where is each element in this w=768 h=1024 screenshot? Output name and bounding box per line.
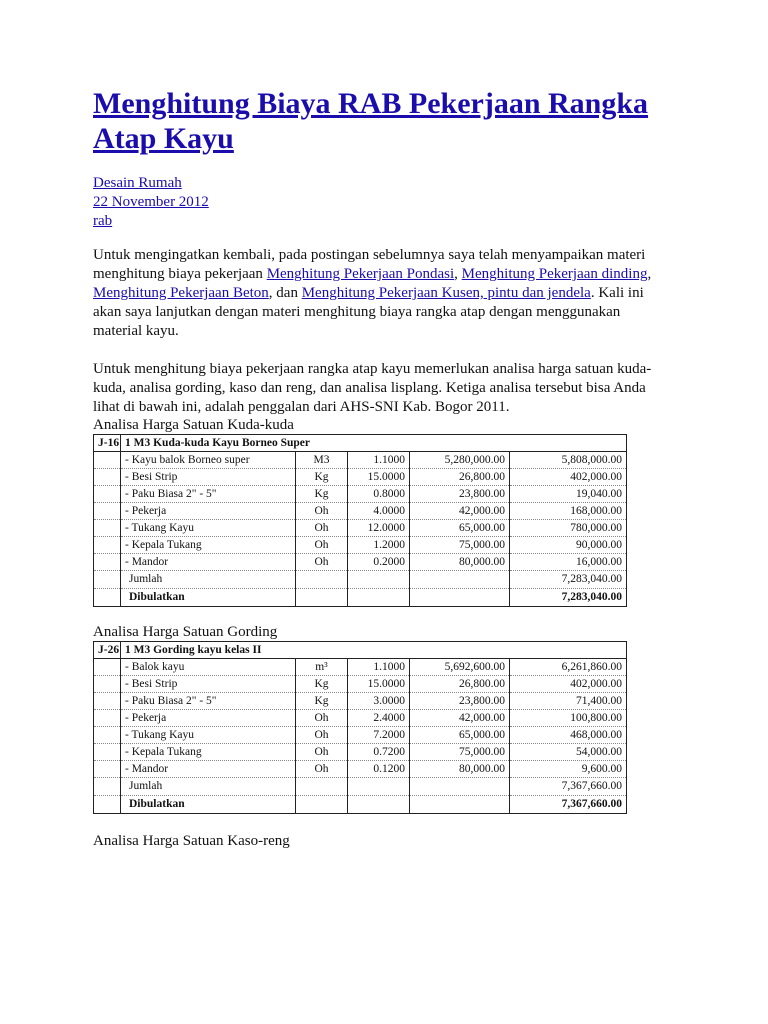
item-title: 1 M3 Gording kayu kelas II [121,642,627,659]
sep-2: , [647,266,652,282]
table-row [94,659,627,676]
article-title[interactable]: Menghitung Biaya RAB Pekerjaan Rangka Atap Kayu [93,87,649,155]
row-description: - Kepala Tukang [121,537,296,554]
row-unit: M3 [296,452,348,469]
post-meta [93,174,673,231]
row-unit-price: 75,000.00 [410,537,510,554]
row-unit-price: 65,000.00 [410,520,510,537]
row-code-cell [94,469,121,486]
row-unit-price: 23,800.00 [410,693,510,710]
row-unit: Oh [296,744,348,761]
jumlah-empty-coef [348,571,410,589]
row-amount: 9,600.00 [510,761,627,778]
caption-kaso: Analisa Harga Satuan Kaso-reng [93,833,290,849]
dibulatkan-label: Dibulatkan [121,589,296,607]
jumlah-code-cell [94,778,121,796]
table-row [94,676,627,693]
dibulatkan-value: 7,367,660.00 [510,796,627,814]
row-coefficient: 3.0000 [348,693,410,710]
table-kudakuda [93,434,627,607]
table-row [94,727,627,744]
row-unit: Oh [296,503,348,520]
item-title: 1 M3 Kuda-kuda Kayu Borneo Super [121,435,627,452]
row-coefficient: 2.4000 [348,710,410,727]
row-unit: Kg [296,693,348,710]
row-coefficient: 0.1200 [348,761,410,778]
table-row [94,693,627,710]
table-row [94,503,627,520]
item-code: J-26 [94,642,121,659]
jumlah-row [94,571,627,589]
table-row [94,554,627,571]
dibulatkan-code-cell [94,796,121,814]
row-unit: Oh [296,554,348,571]
row-unit: Kg [296,469,348,486]
jumlah-empty-unit [296,778,348,796]
row-amount: 168,000.00 [510,503,627,520]
row-coefficient: 12.0000 [348,520,410,537]
row-code-cell [94,676,121,693]
row-unit: Kg [296,676,348,693]
table-row [94,761,627,778]
row-amount: 402,000.00 [510,469,627,486]
row-code-cell [94,727,121,744]
row-code-cell [94,710,121,727]
row-coefficient: 0.7200 [348,744,410,761]
dibulatkan-empty-unit [296,796,348,814]
jumlah-empty-unit [296,571,348,589]
row-code-cell [94,659,121,676]
row-coefficient: 15.0000 [348,469,410,486]
row-unit-price: 5,692,600.00 [410,659,510,676]
row-coefficient: 0.2000 [348,554,410,571]
row-unit-price: 75,000.00 [410,744,510,761]
table-row [94,744,627,761]
jumlah-label: Jumlah [121,571,296,589]
row-code-cell [94,554,121,571]
row-description: - Paku Biasa 2" - 5" [121,693,296,710]
jumlah-label: Jumlah [121,778,296,796]
row-description: - Mandor [121,761,296,778]
intro-paragraph [93,246,673,341]
row-code-cell [94,537,121,554]
dibulatkan-empty-coef [348,796,410,814]
row-unit: m³ [296,659,348,676]
row-description: - Besi Strip [121,469,296,486]
item-code: J-16 [94,435,121,452]
row-description: - Tukang Kayu [121,727,296,744]
link-pondasi[interactable]: Menghitung Pekerjaan Pondasi [266,266,455,282]
jumlah-empty-price [410,778,510,796]
row-description: - Mandor [121,554,296,571]
row-amount: 19,040.00 [510,486,627,503]
dibulatkan-row [94,796,627,814]
row-unit-price: 23,800.00 [410,486,510,503]
table-row [94,486,627,503]
row-unit: Oh [296,520,348,537]
sep-1: , [454,266,462,282]
dibulatkan-empty-unit [296,589,348,607]
row-amount: 468,000.00 [510,727,627,744]
dibulatkan-empty-price [410,796,510,814]
article [93,86,673,850]
row-coefficient: 1.1000 [348,659,410,676]
row-description: - Balok kayu [121,659,296,676]
row-code-cell [94,744,121,761]
jumlah-empty-price [410,571,510,589]
row-coefficient: 15.0000 [348,676,410,693]
row-unit: Oh [296,727,348,744]
dibulatkan-code-cell [94,589,121,607]
table-row [94,520,627,537]
table-row [94,469,627,486]
row-amount: 402,000.00 [510,676,627,693]
row-unit: Oh [296,761,348,778]
row-amount: 780,000.00 [510,520,627,537]
table-gording [93,641,627,814]
date-link[interactable]: 22 November 2012 [93,194,209,210]
analysis-paragraph: Untuk menghitung biaya pekerjaan rangka atap kayu memerlukan analisa harga satuan kuda-kuda, analisa gording, kaso dan reng, dan analisa lisplang. Ketiga analisa tersebut bisa Anda lihat di bawah ini, adalah penggalan dari AHS-SNI Kab. Bogor 2011. [93,361,652,415]
link-dinding[interactable]: Menghitung Pekerjaan dinding [461,266,648,282]
row-unit-price: 65,000.00 [410,727,510,744]
row-unit-price: 26,800.00 [410,469,510,486]
row-unit-price: 80,000.00 [410,761,510,778]
row-description: - Kayu balok Borneo super [121,452,296,469]
row-description: - Pekerja [121,710,296,727]
row-unit-price: 26,800.00 [410,676,510,693]
intro-text-b: . Kali ini akan saya lanjutkan dengan materi menghitung biaya rangka atap dengan menggunakan material kayu. [93,285,644,339]
row-amount: 100,800.00 [510,710,627,727]
row-description: - Kepala Tukang [121,744,296,761]
table-header-row [94,642,627,659]
row-code-cell [94,486,121,503]
link-kusen[interactable]: Menghitung Pekerjaan Kusen, pintu dan jendela [301,285,591,301]
row-coefficient: 1.2000 [348,537,410,554]
row-unit-price: 5,280,000.00 [410,452,510,469]
row-unit: Kg [296,486,348,503]
jumlah-value: 7,283,040.00 [510,571,627,589]
row-description: - Besi Strip [121,676,296,693]
row-unit-price: 42,000.00 [410,710,510,727]
row-coefficient: 7.2000 [348,727,410,744]
row-code-cell [94,503,121,520]
jumlah-code-cell [94,571,121,589]
dibulatkan-empty-price [410,589,510,607]
row-amount: 6,261,860.00 [510,659,627,676]
jumlah-row [94,778,627,796]
dibulatkan-empty-coef [348,589,410,607]
link-beton[interactable]: Menghitung Pekerjaan Beton [93,285,269,301]
jumlah-empty-coef [348,778,410,796]
row-code-cell [94,761,121,778]
table-row [94,452,627,469]
table-row [94,710,627,727]
caption-gording: Analisa Harga Satuan Gording [93,624,278,640]
dibulatkan-label: Dibulatkan [121,796,296,814]
row-description: - Pekerja [121,503,296,520]
row-description: - Tukang Kayu [121,520,296,537]
row-unit: Oh [296,537,348,554]
dibulatkan-row [94,589,627,607]
tag-link[interactable]: rab [93,213,113,229]
category-link[interactable]: Desain Rumah [93,175,182,191]
row-amount: 5,808,000.00 [510,452,627,469]
row-unit: Oh [296,710,348,727]
row-amount: 71,400.00 [510,693,627,710]
caption-kudakuda: Analisa Harga Satuan Kuda-kuda [93,417,294,433]
sep-3: , dan [268,285,302,301]
row-coefficient: 0.8000 [348,486,410,503]
row-amount: 54,000.00 [510,744,627,761]
table-row [94,537,627,554]
row-code-cell [94,693,121,710]
row-description: - Paku Biasa 2" - 5" [121,486,296,503]
row-code-cell [94,452,121,469]
row-code-cell [94,520,121,537]
dibulatkan-value: 7,283,040.00 [510,589,627,607]
intro-text-a: Untuk mengingatkan kembali, pada postingan sebelumnya saya telah menyampaikan materi menghitung biaya pekerjaan [93,247,646,282]
row-coefficient: 1.1000 [348,452,410,469]
row-amount: 16,000.00 [510,554,627,571]
row-unit-price: 42,000.00 [410,503,510,520]
row-unit-price: 80,000.00 [410,554,510,571]
jumlah-value: 7,367,660.00 [510,778,627,796]
table-header-row [94,435,627,452]
row-coefficient: 4.0000 [348,503,410,520]
row-amount: 90,000.00 [510,537,627,554]
